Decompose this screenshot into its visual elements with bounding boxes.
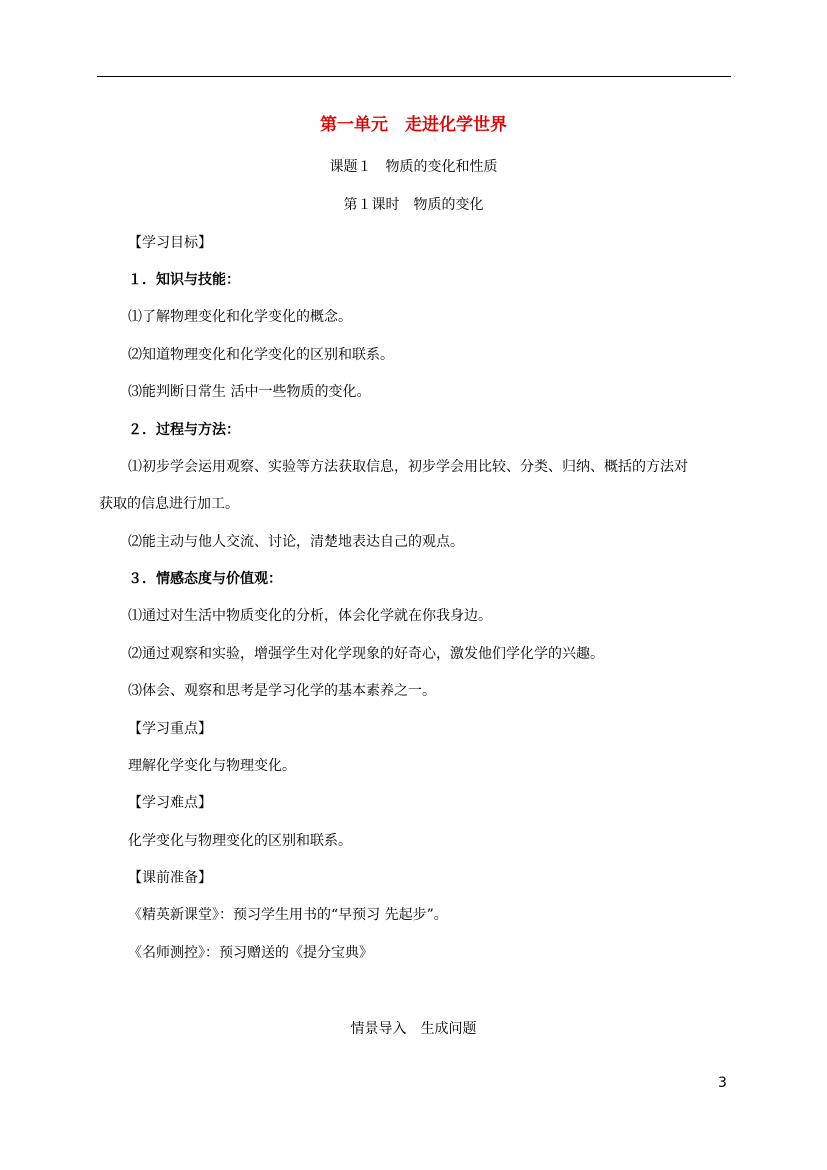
knowledge-item: ⑵知道物理变化和化学变化的区别和联系。 xyxy=(128,347,394,363)
difficulty-text: 化学变化与物理变化的区别和联系。 xyxy=(128,833,352,849)
process-heading: ２．过程与方法： xyxy=(128,422,240,438)
prep-item: 《名师测控》：预习赠送的《提分宝典》 xyxy=(128,945,373,961)
prep-item: 《精英新课堂》：预习学生用书的“早预习 先起步”。 xyxy=(128,907,448,923)
knowledge-heading: １．知识与技能： xyxy=(128,272,240,288)
key-point-heading: 【学习重点】 xyxy=(128,721,212,737)
intro-heading: 情景导入 生成问题 xyxy=(350,1021,477,1037)
prep-heading: 【课前准备】 xyxy=(128,870,212,886)
process-item: ⑵能主动与他人交流、讨论，清楚地表达自己的观点。 xyxy=(128,534,464,550)
emotion-item: ⑵通过观察和实验，增强学生对化学现象的好奇心，激发他们学化学的兴趣。 xyxy=(128,646,604,662)
goals-heading: 【学习目标】 xyxy=(128,235,212,251)
difficulty-heading: 【学习难点】 xyxy=(128,795,212,811)
header-rule xyxy=(97,76,731,77)
knowledge-item: ⑴了解物理变化和化学变化的概念。 xyxy=(128,309,352,325)
lesson-title: 课题１ 物质的变化和性质 xyxy=(329,159,498,175)
emotion-item: ⑶体会、观察和思考是学习化学的基本素养之一。 xyxy=(128,683,436,699)
period-title: 第１课时 物质的变化 xyxy=(343,197,484,213)
process-item-continued: 获取的信息进行加工。 xyxy=(99,496,239,512)
process-item: ⑴初步学会运用观察、实验等方法获取信息，初步学会用比较、分类、归纳、概括的方法对 xyxy=(128,459,688,475)
page-number: 3 xyxy=(718,1075,727,1091)
knowledge-item: ⑶能判断日常生 活中一些物质的变化。 xyxy=(128,384,371,400)
unit-title: 第一单元 走进化学世界 xyxy=(320,115,507,135)
key-point-text: 理解化学变化与物理变化。 xyxy=(128,758,296,774)
emotion-heading: ３．情感态度与价值观： xyxy=(128,571,282,587)
emotion-item: ⑴通过对生活中物质变化的分析，体会化学就在你我身边。 xyxy=(128,608,492,624)
